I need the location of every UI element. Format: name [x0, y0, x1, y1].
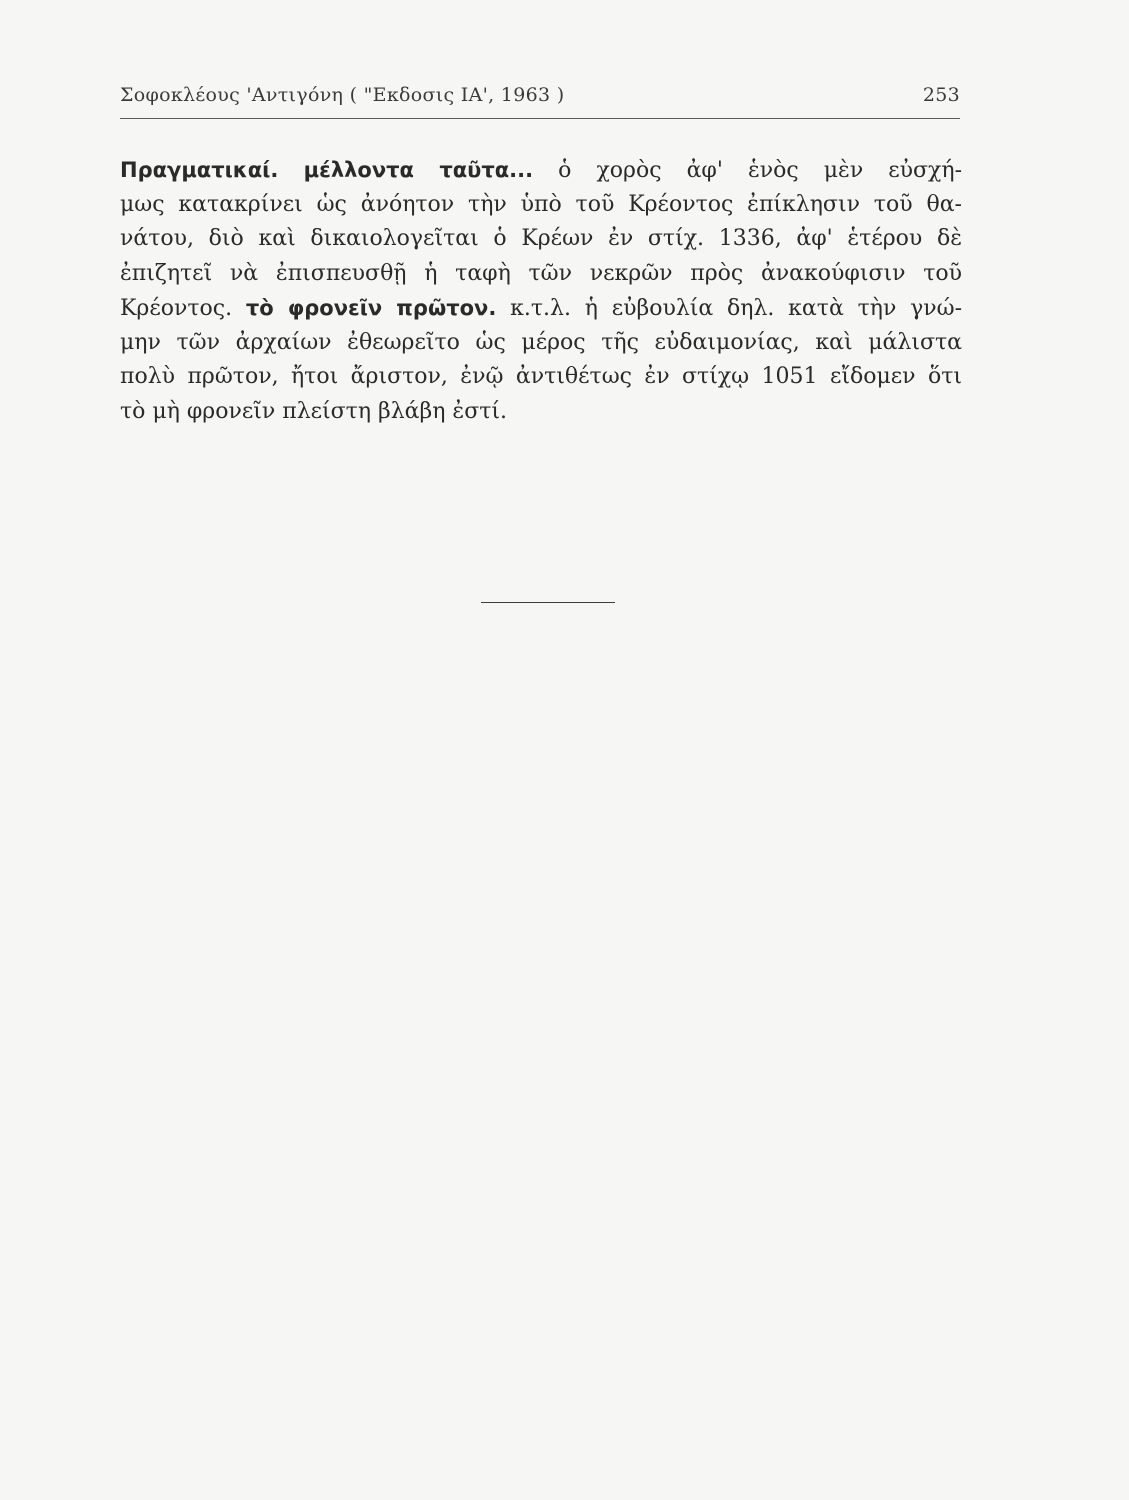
text-span: ὁ χορὸς ἀφ' ἑνὸς μὲν εὐσχή-: [533, 158, 962, 183]
running-header: [120, 84, 960, 114]
section-end-rule: [481, 602, 615, 603]
text-line: μην τῶν ἀρχαίων ἐθεωρεῖτο ὡς μέρος τῆς εὐδαιμονίας, καὶ μάλιστα: [120, 329, 962, 355]
text-line: τὸ μὴ φρονεῖν πλείστη βλάβη ἐστί.: [120, 398, 508, 424]
text-line: μως κατακρίνει ὡς ἀνόητον τὴν ὑπὸ τοῦ Κρέοντος ἐπίκλησιν τοῦ θα-: [120, 191, 962, 217]
text-span: Κρέοντος.: [120, 296, 246, 321]
header-rule: [120, 118, 960, 119]
lemma: τὸ φρονεῖν πρῶτον.: [245, 296, 497, 320]
text-line: πολὺ πρῶτον, ἤτοι ἄριστον, ἐνῷ ἀντιθέτως ἐν στίχῳ 1051 εἴδομεν ὅτι: [120, 364, 962, 389]
header-title: Σοφοκλέους 'Αντιγόνη ( "Εκδοσις ΙΑ', 1963 ): [120, 84, 565, 106]
text-span: κ.τ.λ. ἡ εὐβουλία δηλ. κατὰ τὴν γνώ-: [496, 296, 962, 321]
commentary-paragraph: [120, 153, 962, 429]
text-line: [120, 153, 962, 188]
text-line: νάτου, διὸ καὶ δικαιολογεῖται ὁ Κρέων ἐν στίχ. 1336, ἀφ' ἑτέρου δὲ: [120, 226, 962, 251]
text-line: [120, 291, 962, 326]
lemma: Πραγματικαί. μέλλοντα ταῦτα...: [120, 158, 534, 182]
page-number: 253: [922, 84, 960, 106]
text-line: ἐπιζητεῖ νὰ ἐπισπευσθῇ ἡ ταφὴ τῶν νεκρῶν πρὸς ἀνακούφισιν τοῦ: [120, 260, 962, 286]
